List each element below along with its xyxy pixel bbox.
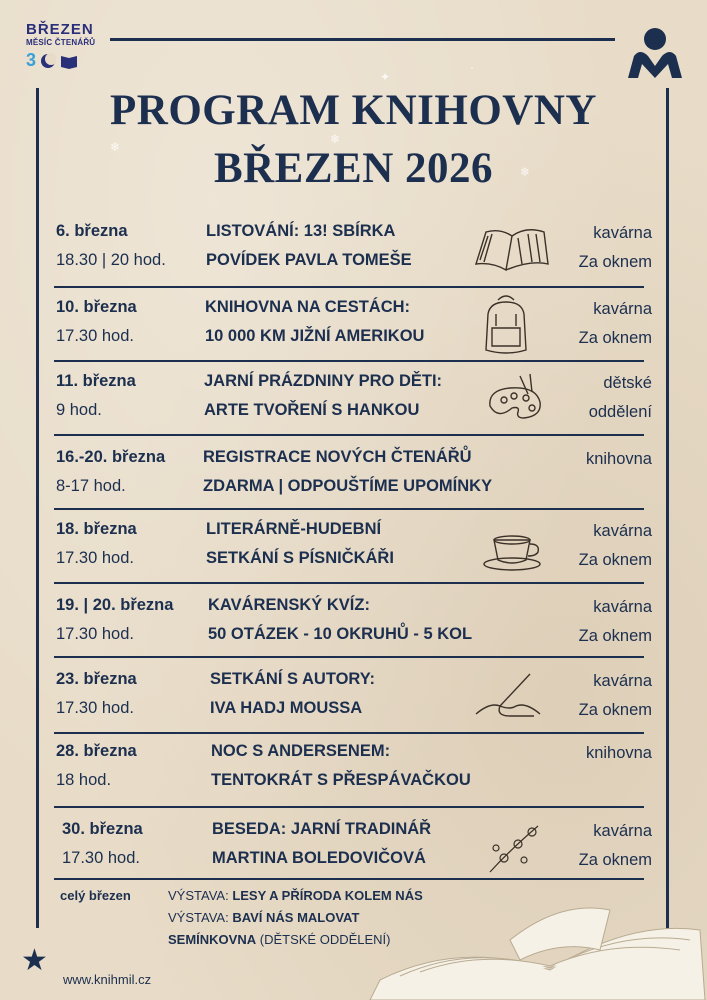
event-row — [56, 222, 652, 284]
event-place: knihovna — [585, 744, 652, 762]
event-title: REGISTRACE NOVÝCH ČTENÁŘŮ — [203, 448, 472, 466]
event-row — [56, 670, 652, 732]
event-place: kavárna — [593, 300, 652, 318]
title-line2: BŘEZEN 2026 — [213, 145, 494, 192]
event-time: 8-17 hod. — [56, 477, 126, 495]
event-date: 28. března — [56, 742, 137, 760]
event-title: NOC S ANDERSENEM: — [211, 742, 391, 760]
event-date: 30. března — [62, 820, 143, 838]
library-brand-icon — [626, 26, 684, 82]
event-subtitle: MARTINA BOLEDOVIČOVÁ — [212, 849, 426, 867]
writing-hand-icon — [470, 670, 546, 720]
whole-month-label: celý březen — [60, 888, 131, 903]
event-date: 16.-20. března — [56, 448, 166, 466]
event-date: 11. března — [56, 372, 136, 390]
seed-library-line — [168, 932, 391, 947]
event-subtitle: POVÍDEK PAVLA TOMEŠE — [206, 251, 412, 269]
exhibit-2: BAVÍ NÁS MALOVAT — [232, 910, 360, 925]
month-of-readers-logo — [26, 22, 106, 71]
coffee-cup-icon — [482, 526, 548, 572]
book-icon — [60, 53, 78, 69]
row-separator — [54, 582, 644, 584]
crescent-moon-icon — [40, 53, 56, 69]
seed-library-place: (DĚTSKÉ ODDĚLENÍ) — [259, 932, 391, 947]
event-place: kavárna — [593, 522, 652, 540]
website-link[interactable]: www.knihmil.cz — [63, 972, 152, 987]
exhibit-1: LESY A PŘÍRODA KOLEM NÁS — [232, 888, 423, 903]
event-row — [56, 520, 652, 582]
row-separator — [54, 508, 644, 510]
event-time: 18.30 | 20 hod. — [56, 251, 166, 269]
row-separator — [54, 286, 644, 288]
event-row — [56, 742, 652, 804]
event-date: 19. | 20. března — [56, 596, 174, 614]
event-place-detail: oddělení — [588, 403, 652, 421]
event-place: knihovna — [585, 450, 652, 468]
event-place-detail: Za oknem — [578, 701, 652, 719]
star-icon: ★ — [21, 944, 48, 977]
frame-top-line — [110, 38, 615, 41]
event-row — [56, 820, 652, 882]
exhibit-label: VÝSTAVA: — [168, 910, 229, 925]
event-place-detail: Za oknem — [578, 851, 652, 869]
open-book-illustration-icon — [360, 880, 707, 1000]
flower-branch-icon — [484, 820, 544, 876]
event-time: 17.30 hod. — [56, 549, 134, 567]
event-place-detail: Za oknem — [578, 627, 652, 645]
frame-left-line — [36, 88, 39, 928]
row-separator — [54, 656, 644, 658]
event-subtitle: 50 OTÁZEK - 10 OKRUHŮ - 5 KOL — [208, 625, 473, 643]
sparkle-icon: ❄ — [520, 165, 531, 179]
event-place: dětské — [603, 374, 652, 392]
event-place: kavárna — [593, 598, 652, 616]
event-title: LITERÁRNĚ-HUDEBNÍ — [206, 520, 382, 538]
backpack-icon — [482, 292, 530, 358]
event-time: 9 hod. — [56, 401, 102, 419]
event-place: kavárna — [593, 224, 652, 242]
palette-icon — [484, 372, 550, 428]
event-title: KAVÁRENSKÝ KVÍZ: — [208, 596, 370, 614]
event-place: kavárna — [593, 672, 652, 690]
event-row — [56, 298, 652, 360]
event-time: 18 hod. — [56, 771, 112, 789]
event-place-detail: Za oknem — [578, 253, 652, 271]
event-date: 10. března — [56, 298, 137, 316]
row-separator — [54, 434, 644, 436]
row-separator — [54, 360, 644, 362]
event-time: 17.30 hod. — [56, 625, 134, 643]
event-place-detail: Za oknem — [578, 329, 652, 347]
event-place-detail: Za oknem — [578, 551, 652, 569]
event-title: KNIHOVNA NA CESTÁCH: — [205, 298, 411, 316]
event-subtitle: ARTE TVOŘENÍ S HANKOU — [204, 401, 420, 419]
event-row — [56, 596, 652, 658]
seed-library: SEMÍNKOVNA — [168, 932, 257, 947]
event-date: 6. března — [56, 222, 128, 240]
title-line1: PROGRAM KNIHOVNY — [110, 87, 597, 134]
frame-right-line — [666, 88, 669, 938]
event-subtitle: IVA HADJ MOUSSA — [210, 699, 363, 717]
event-subtitle: ZDARMA | ODPOUŠTÍME UPOMÍNKY — [203, 477, 493, 495]
row-separator — [54, 806, 644, 808]
event-subtitle: 10 000 KM JIŽNÍ AMERIKOU — [205, 327, 425, 345]
sparkle-icon: ❄ — [110, 140, 121, 154]
event-subtitle: TENTOKRÁT S PŘESPÁVAČKOU — [211, 771, 471, 789]
row-separator — [54, 732, 644, 734]
sparkle-icon: ✦ — [380, 70, 391, 84]
event-date: 18. března — [56, 520, 137, 538]
event-time: 17.30 hod. — [62, 849, 140, 867]
event-title: LISTOVÁNÍ: 13! SBÍRKA — [206, 222, 396, 240]
event-row — [56, 448, 652, 510]
open-book-icon — [472, 224, 552, 274]
logo-number: 3 — [26, 50, 37, 70]
exhibit-label: VÝSTAVA: — [168, 888, 229, 903]
logo-subtitle: MĚSÍC ČTENÁŘŮ — [26, 38, 96, 47]
sparkle-icon: · — [470, 60, 474, 74]
sparkle-icon: ❄ — [330, 132, 341, 146]
event-time: 17.30 hod. — [56, 699, 134, 717]
event-date: 23. března — [56, 670, 137, 688]
event-place: kavárna — [593, 822, 652, 840]
event-title: SETKÁNÍ S AUTORY: — [210, 670, 376, 688]
event-time: 17.30 hod. — [56, 327, 134, 345]
event-title: JARNÍ PRÁZDNINY PRO DĚTI: — [204, 372, 443, 390]
exhibit-line-2 — [168, 910, 359, 925]
logo-title: BŘEZEN — [26, 21, 94, 38]
event-title: BESEDA: JARNÍ TRADINÁŘ — [212, 820, 432, 838]
event-row — [56, 372, 652, 434]
event-subtitle: SETKÁNÍ S PÍSNIČKÁŘI — [206, 549, 394, 567]
